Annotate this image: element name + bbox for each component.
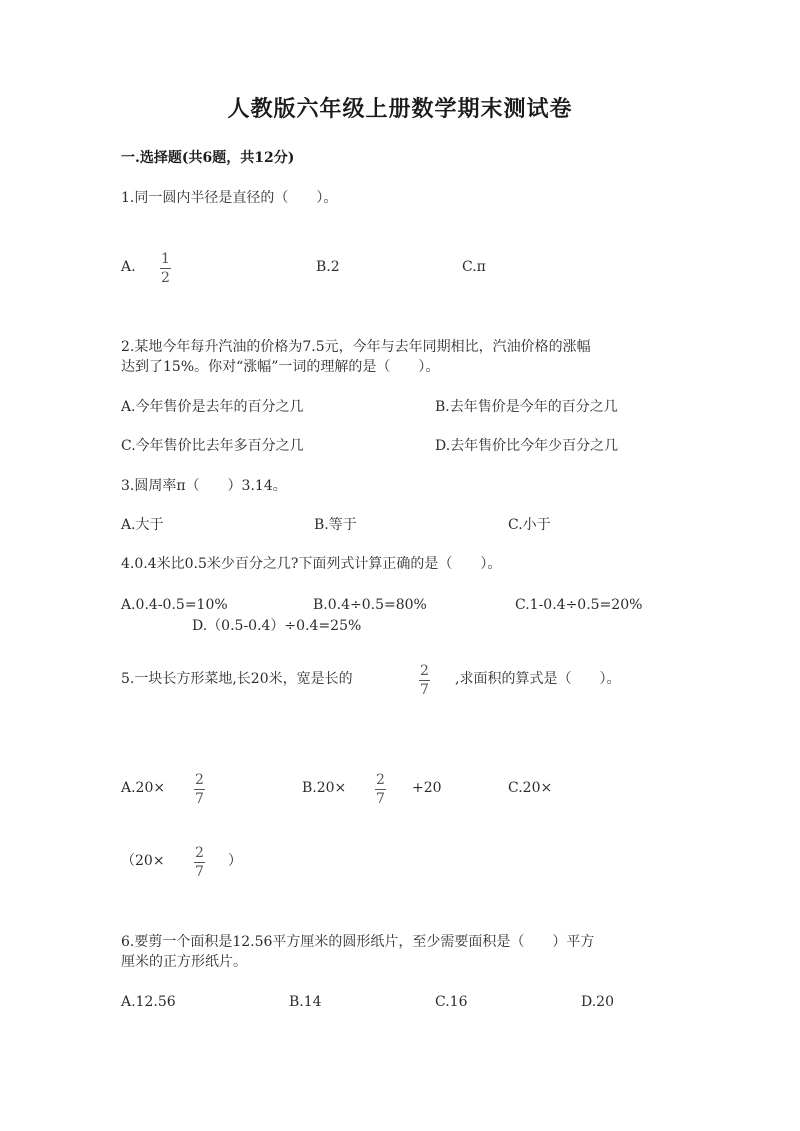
question-5-option-c-prefix: C.20× (508, 780, 553, 796)
fraction-numerator: 1 (161, 251, 170, 267)
question-1-option-b: B.2 (316, 259, 340, 275)
question-4-option-b: B.0.4÷0.5=80% (313, 597, 427, 613)
fraction-denominator: 7 (420, 682, 429, 698)
question-3-option-a: A.大于 (121, 517, 164, 533)
fraction-denominator: 7 (195, 864, 204, 880)
question-1-option-a-label: A. (121, 259, 136, 275)
fraction-numerator: 2 (195, 845, 204, 861)
question-3-option-b: B.等于 (314, 517, 357, 533)
fraction-denominator: 7 (195, 791, 204, 807)
question-5-stem-fraction (419, 664, 430, 697)
question-5-option-b-prefix: B.20× (302, 780, 347, 796)
question-1-option-c: C.π (462, 259, 486, 275)
question-5-option-d-prefix: （20× (121, 853, 165, 869)
question-2-option-b: B.去年售价是今年的百分之几 (435, 399, 618, 415)
question-5-stem-end: ,求面积的算式是（ ）。 (455, 671, 621, 687)
question-4-option-c: C.1-0.4÷0.5=20% (515, 597, 643, 613)
question-5-option-d-suffix: ） (228, 853, 242, 869)
fraction-denominator: 2 (161, 270, 170, 286)
question-5-stem-start: 5.一块长方形菜地,长20米，宽是长的 (121, 671, 353, 687)
question-6-option-d: D.20 (581, 994, 614, 1010)
question-5-option-b-suffix: +20 (412, 780, 442, 796)
question-2-stem-line-1: 2.某地今年每升汽油的价格为7.5元，今年与去年同期相比，汽油价格的涨幅 (121, 339, 591, 355)
question-5-option-a-prefix: A.20× (121, 780, 166, 796)
question-6-option-c: C.16 (435, 994, 468, 1010)
question-6-option-a: A.12.56 (121, 994, 176, 1010)
question-4-option-d: D.（0.5-0.4）÷0.4=25% (192, 618, 362, 634)
question-2-option-a: A.今年售价是去年的百分之几 (121, 399, 304, 415)
question-5-option-b-fraction (375, 773, 386, 806)
fraction-numerator: 2 (195, 772, 204, 788)
question-6-stem-line-1: 6.要剪一个面积是12.56平方厘米的圆形纸片，至少需要面积是（ ）平方 (121, 934, 595, 950)
fraction-numerator: 2 (376, 772, 385, 788)
question-6-stem-line-2: 厘米的正方形纸片。 (121, 954, 247, 970)
question-5-option-d-fraction (194, 846, 205, 879)
section-heading: 一.选择题(共6题，共12分) (121, 150, 295, 166)
question-2-option-d: D.去年售价比今年少百分之几 (435, 438, 619, 454)
question-2-stem-line-2: 达到了15%。你对“涨幅”一词的理解的是（ ）。 (121, 359, 440, 375)
question-5-option-a-fraction (194, 773, 205, 806)
question-4-stem: 4.0.4米比0.5米少百分之几?下面列式计算正确的是（ ）。 (121, 556, 502, 572)
question-6-option-b: B.14 (289, 994, 322, 1010)
question-3-stem: 3.圆周率π（ ）3.14。 (121, 478, 287, 494)
question-2-option-c: C.今年售价比去年多百分之几 (121, 438, 304, 454)
question-4-option-a: A.0.4-0.5=10% (121, 597, 228, 613)
question-1-option-a-fraction (160, 252, 171, 285)
page-title: 人教版六年级上册数学期末测试卷 (227, 96, 573, 122)
question-3-option-c: C.小于 (508, 517, 551, 533)
fraction-numerator: 2 (420, 663, 429, 679)
question-1-stem: 1.同一圆内半径是直径的（ ）。 (121, 190, 338, 206)
fraction-denominator: 7 (376, 791, 385, 807)
